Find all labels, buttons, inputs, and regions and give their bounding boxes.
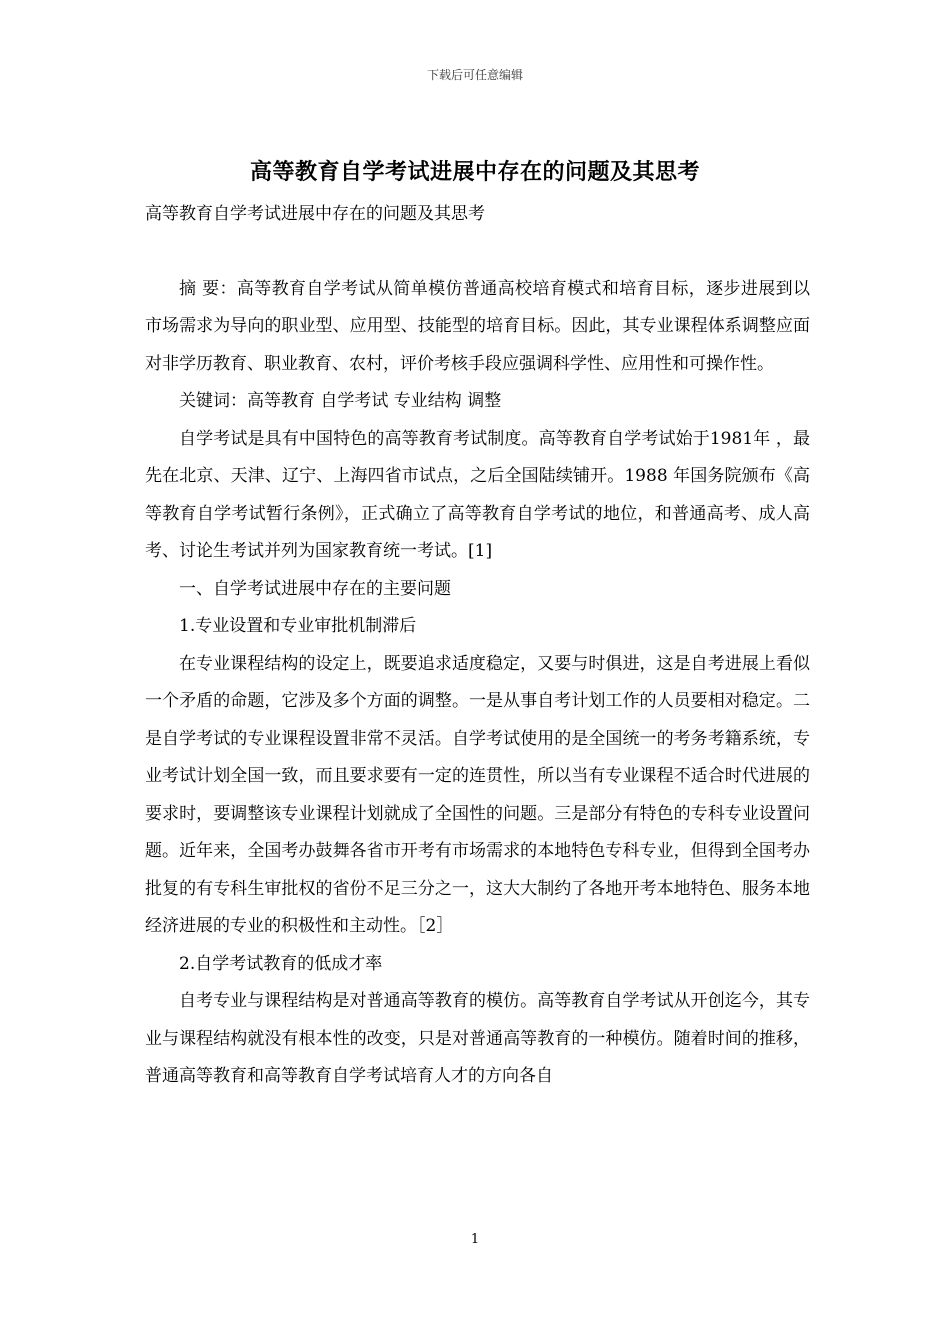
page-number: 1: [470, 1232, 480, 1247]
document-title: 高等教育自学考试进展中存在的问题及其思考: [249, 159, 700, 185]
subsection-heading: 1.专业设置和专业审批机制滞后: [179, 616, 417, 636]
section-heading: 一、自学考试进展中存在的主要问题: [179, 578, 451, 599]
header-note: 下载后可任意编辑: [426, 68, 523, 82]
body-paragraph: 在专业课程结构的设定上，既要追求适度稳定，又要与时俱进，这是自考进展上看似一个矛盾的命题，它涉及多个方面的调整。一是从事自考计划工作的人员要相对稳定。二是自学考试的专业课程设置非常不灵活。自学考试使用的是全国统一的考务考籍系统，专业考试计划全国一致，而且要求要有一定的连贯性，所以当有专业课程不适合时代进展的要求时，要调整该专业课程计划就成了全国性的问题。三是部分有特色的专科专业设置问题。近年来，全国考办鼓舞各省市开考有市场需求的本地特色专科专业，但得到全国考办批复的有专科生审批权的省份不足三分之一，这大大制约了各地开考本地特色、服务本地经济进展的专业的积极性和主动性。［2］: [145, 653, 810, 936]
document-body: [145, 196, 810, 1096]
body-paragraph: 自考专业与课程结构是对普通高等教育的模仿。高等教育自学考试从开创迄今，其专业与课程结构就没有根本性的改变，只是对普通高等教育的一种模仿。随着时间的推移，普通高等教育和高等教育自学考试培育人才的方向各自: [145, 991, 810, 1086]
keywords-paragraph: 关键词：高等教育 自学考试 专业结构 调整: [179, 391, 502, 411]
abstract-paragraph: 摘 要：高等教育自学考试从简单模仿普通高校培育模式和培育目标，逐步进展到以市场需求为导向的职业型、应用型、技能型的培育目标。因此，其专业课程体系调整应面对非学历教育、职业教育、农村，评价考核手段应强调科学性、应用性和可操作性。: [145, 278, 810, 374]
subsection-heading: 2.自学考试教育的低成才率: [179, 953, 383, 974]
intro-paragraph: 自学考试是具有中国特色的高等教育考试制度。高等教育自学考试始于1981年 ，最先在北京、天津、辽宁、上海四省市试点，之后全国陆续铺开。1988 年国务院颁布《高等教育自学考试暂行条例》，正式确立了高等教育自学考试的地位，和普通高考、成人高考、讨论生考试并列为国家教育统一考试。[1]: [145, 428, 810, 561]
document-subtitle: 高等教育自学考试进展中存在的问题及其思考: [145, 204, 485, 224]
